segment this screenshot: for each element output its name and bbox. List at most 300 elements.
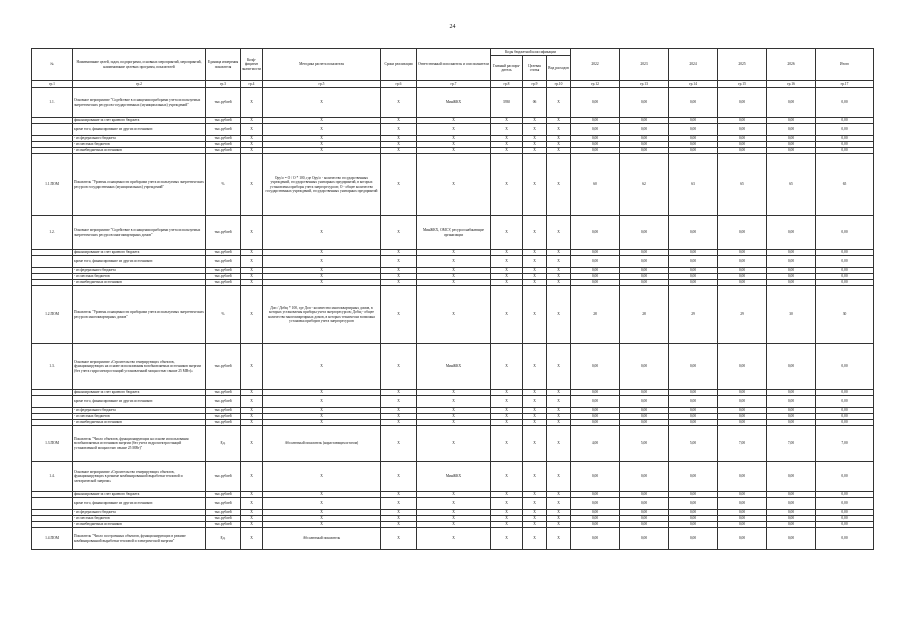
- row-2026-cell: 0,00: [767, 510, 816, 516]
- row-coef-cell: X: [241, 274, 263, 280]
- row-unit-cell: %: [206, 286, 241, 344]
- row-2025-cell: 0,00: [718, 280, 767, 286]
- row-2022-cell: 0,00: [571, 390, 620, 396]
- row-2023-cell: 0,00: [620, 250, 669, 256]
- row-num-cell: 1.4.: [32, 462, 73, 492]
- row-2024-cell: 29: [669, 286, 718, 344]
- row-coef-cell: X: [241, 256, 263, 268]
- row-term-cell: X: [381, 414, 417, 420]
- row-2024-cell: 0,00: [669, 344, 718, 390]
- row-2022-cell: 0,00: [571, 528, 620, 550]
- row-term-cell: X: [381, 396, 417, 408]
- row-num-cell: 1.3.ПОМ: [32, 426, 73, 462]
- row-method-cell: Доп / Добщ * 100, где Доп - количество многоквартирных домов, в которых установлены приборы учета энергоресурсов; Добщ - общее количество многоквартирных домов, в которых технически возможна установка приборов учета энергоресурсов: [263, 286, 381, 344]
- row-name-cell: финансирование за счет краевого бюджета: [73, 492, 206, 498]
- row-expense-type-cell: X: [547, 516, 571, 522]
- column-number: гр.7: [417, 81, 491, 88]
- row-grbs-cell: X: [491, 118, 523, 124]
- row-grbs-cell: X: [491, 344, 523, 390]
- row-expense-type-cell: X: [547, 256, 571, 268]
- row-total-cell: 65: [816, 154, 874, 216]
- row-total-cell: 0,00: [816, 510, 874, 516]
- row-method-cell: X: [263, 136, 381, 142]
- row-responsible-cell: X: [417, 124, 491, 136]
- row-2026-cell: 0,00: [767, 280, 816, 286]
- row-unit-cell: тыс.рублей: [206, 256, 241, 268]
- table-header: [32, 49, 874, 88]
- row-2025-cell: 0,00: [718, 88, 767, 118]
- row-name-cell: - из внебюджетных источников: [73, 522, 206, 528]
- row-2026-cell: 0,00: [767, 124, 816, 136]
- table-row: [32, 498, 874, 510]
- row-2026-cell: 0,00: [767, 492, 816, 498]
- row-target-article-cell: X: [523, 250, 547, 256]
- row-target-article-cell: X: [523, 516, 547, 522]
- row-2023-cell: 0,00: [620, 136, 669, 142]
- row-num-cell: [32, 124, 73, 136]
- row-total-cell: 0,00: [816, 528, 874, 550]
- row-target-article-cell: X: [523, 124, 547, 136]
- row-expense-type-cell: X: [547, 118, 571, 124]
- row-target-article-cell: X: [523, 148, 547, 154]
- row-coef-cell: X: [241, 516, 263, 522]
- header-2023: 2023: [620, 49, 669, 81]
- row-responsible-cell: X: [417, 420, 491, 426]
- row-responsible-cell: X: [417, 510, 491, 516]
- row-2022-cell: 0,00: [571, 344, 620, 390]
- row-2022-cell: 4,00: [571, 426, 620, 462]
- row-responsible-cell: X: [417, 274, 491, 280]
- row-term-cell: X: [381, 216, 417, 250]
- row-2025-cell: 0,00: [718, 124, 767, 136]
- row-2022-cell: 0,00: [571, 216, 620, 250]
- row-2023-cell: 0,00: [620, 396, 669, 408]
- row-2025-cell: 0,00: [718, 344, 767, 390]
- row-2025-cell: 0,00: [718, 250, 767, 256]
- row-target-article-cell: X: [523, 462, 547, 492]
- row-method-cell: X: [263, 414, 381, 420]
- row-target-article-cell: X: [523, 280, 547, 286]
- column-number: гр.10: [547, 81, 571, 88]
- row-2023-cell: 62: [620, 154, 669, 216]
- row-coef-cell: X: [241, 408, 263, 414]
- row-coef-cell: X: [241, 426, 263, 462]
- row-unit-cell: тыс.рублей: [206, 462, 241, 492]
- header-2022: 2022: [571, 49, 620, 81]
- row-responsible-cell: X: [417, 118, 491, 124]
- row-coef-cell: X: [241, 118, 263, 124]
- row-grbs-cell: X: [491, 148, 523, 154]
- row-unit-cell: тыс.рублей: [206, 522, 241, 528]
- row-expense-type-cell: X: [547, 88, 571, 118]
- row-term-cell: X: [381, 124, 417, 136]
- row-2022-cell: 0,00: [571, 420, 620, 426]
- row-2025-cell: 0,00: [718, 118, 767, 124]
- row-2022-cell: 0,00: [571, 250, 620, 256]
- row-responsible-cell: МинЖКХ: [417, 462, 491, 492]
- row-2024-cell: 0,00: [669, 216, 718, 250]
- row-2023-cell: 0,00: [620, 522, 669, 528]
- row-2025-cell: 0,00: [718, 408, 767, 414]
- row-method-cell: Абсолютный показатель: [263, 528, 381, 550]
- row-term-cell: X: [381, 256, 417, 268]
- header-2026: 2026: [767, 49, 816, 81]
- row-unit-cell: тыс.рублей: [206, 148, 241, 154]
- row-target-article-cell: X: [523, 390, 547, 396]
- row-2026-cell: 0,00: [767, 414, 816, 420]
- row-name-cell: Основное мероприятие "Содействие в оснащении приборами учета используемых энергетических ресурсов государственных (муниципальных) учреждений": [73, 88, 206, 118]
- row-2025-cell: 0,00: [718, 390, 767, 396]
- row-2022-cell: 0,00: [571, 274, 620, 280]
- row-2024-cell: 0,00: [669, 498, 718, 510]
- row-coef-cell: X: [241, 250, 263, 256]
- row-method-cell: X: [263, 492, 381, 498]
- row-expense-type-cell: X: [547, 426, 571, 462]
- row-total-cell: 7,00: [816, 426, 874, 462]
- row-name-cell: - из местных бюджетов: [73, 414, 206, 420]
- row-unit-cell: тыс.рублей: [206, 124, 241, 136]
- row-2023-cell: 0,00: [620, 280, 669, 286]
- row-2022-cell: 0,00: [571, 88, 620, 118]
- row-target-article-cell: X: [523, 274, 547, 280]
- row-total-cell: 0,00: [816, 396, 874, 408]
- row-expense-type-cell: X: [547, 136, 571, 142]
- row-2022-cell: 0,00: [571, 510, 620, 516]
- row-method-cell: X: [263, 216, 381, 250]
- row-term-cell: X: [381, 408, 417, 414]
- row-coef-cell: X: [241, 124, 263, 136]
- row-total-cell: 0,00: [816, 420, 874, 426]
- header-unit: Единица измерения показателя: [206, 49, 241, 81]
- row-2022-cell: 0,00: [571, 516, 620, 522]
- row-responsible-cell: X: [417, 268, 491, 274]
- row-name-cell: - из местных бюджетов: [73, 142, 206, 148]
- row-term-cell: X: [381, 462, 417, 492]
- row-2025-cell: 0,00: [718, 462, 767, 492]
- row-method-cell: X: [263, 148, 381, 154]
- table-row: [32, 154, 874, 216]
- row-term-cell: X: [381, 274, 417, 280]
- row-grbs-cell: X: [491, 274, 523, 280]
- row-2026-cell: 0,00: [767, 408, 816, 414]
- row-term-cell: X: [381, 268, 417, 274]
- row-grbs-cell: X: [491, 516, 523, 522]
- row-grbs-cell: X: [491, 462, 523, 492]
- header-num: №: [32, 49, 73, 81]
- row-2026-cell: 0,00: [767, 88, 816, 118]
- row-target-article-cell: X: [523, 142, 547, 148]
- row-target-article-cell: X: [523, 414, 547, 420]
- row-total-cell: 0,00: [816, 516, 874, 522]
- row-2024-cell: 0,00: [669, 396, 718, 408]
- table-row: [32, 124, 874, 136]
- row-target-article-cell: X: [523, 510, 547, 516]
- row-responsible-cell: X: [417, 280, 491, 286]
- row-2024-cell: 0,00: [669, 516, 718, 522]
- row-total-cell: 0,00: [816, 414, 874, 420]
- row-grbs-cell: X: [491, 256, 523, 268]
- column-number: гр.14: [669, 81, 718, 88]
- row-name-cell: кроме того, финансирование из других источников:: [73, 124, 206, 136]
- row-unit-cell: тыс.рублей: [206, 516, 241, 522]
- row-term-cell: X: [381, 510, 417, 516]
- row-total-cell: 0,00: [816, 250, 874, 256]
- row-name-cell: финансирование за счет краевого бюджета: [73, 118, 206, 124]
- row-num-cell: [32, 498, 73, 510]
- row-2024-cell: 0,00: [669, 414, 718, 420]
- row-total-cell: 0,00: [816, 408, 874, 414]
- row-name-cell: - из федерального бюджета: [73, 408, 206, 414]
- row-2024-cell: 0,00: [669, 510, 718, 516]
- row-name-cell: - из местных бюджетов: [73, 274, 206, 280]
- row-name-cell: - из федерального бюджета: [73, 268, 206, 274]
- row-num-cell: 1.2.ПОМ: [32, 286, 73, 344]
- row-method-cell: X: [263, 88, 381, 118]
- header-name: Наименование целей, задач, подпрограмм, основных мероприятий, мероприятий, наименование целевых программ, показателей: [73, 49, 206, 81]
- table-row: [32, 344, 874, 390]
- row-coef-cell: X: [241, 414, 263, 420]
- row-target-article-cell: X: [523, 528, 547, 550]
- row-grbs-cell: X: [491, 390, 523, 396]
- row-2023-cell: 28: [620, 286, 669, 344]
- row-2026-cell: 0,00: [767, 420, 816, 426]
- row-total-cell: 0,00: [816, 280, 874, 286]
- row-num-cell: 1.2.: [32, 216, 73, 250]
- row-target-article-cell: 06: [523, 88, 547, 118]
- row-expense-type-cell: X: [547, 498, 571, 510]
- row-2022-cell: 0,00: [571, 124, 620, 136]
- row-grbs-cell: X: [491, 280, 523, 286]
- row-expense-type-cell: X: [547, 414, 571, 420]
- row-unit-cell: тыс.рублей: [206, 250, 241, 256]
- row-2026-cell: 0,00: [767, 462, 816, 492]
- row-term-cell: X: [381, 154, 417, 216]
- row-expense-type-cell: X: [547, 390, 571, 396]
- row-2024-cell: 0,00: [669, 528, 718, 550]
- header-total: Итого: [816, 49, 874, 81]
- row-2026-cell: 0,00: [767, 274, 816, 280]
- row-2022-cell: 0,00: [571, 118, 620, 124]
- row-grbs-cell: X: [491, 522, 523, 528]
- row-name-cell: Показатель "Число объектов, функционирующих на основе использования возобновляемых источников энергии (без учета гидроэлектростанций установленной мощностью свыше 25 МВт)": [73, 426, 206, 462]
- row-2025-cell: 29: [718, 286, 767, 344]
- row-expense-type-cell: X: [547, 344, 571, 390]
- row-2022-cell: 0,00: [571, 280, 620, 286]
- row-2023-cell: 0,00: [620, 408, 669, 414]
- row-responsible-cell: X: [417, 390, 491, 396]
- row-term-cell: X: [381, 390, 417, 396]
- row-2023-cell: 0,00: [620, 390, 669, 396]
- row-name-cell: Показатель "Уровень оснащенности приборами учета используемых энергетических ресурсов многоквартирных домов": [73, 286, 206, 344]
- row-responsible-cell: X: [417, 136, 491, 142]
- row-method-cell: X: [263, 396, 381, 408]
- row-responsible-cell: МинЖКХ: [417, 344, 491, 390]
- row-responsible-cell: МинЖКХ, ОМСУ, ресурсоснабжающие организации: [417, 216, 491, 250]
- header-term: Сроки реализации: [381, 49, 417, 81]
- row-total-cell: 0,00: [816, 88, 874, 118]
- row-term-cell: X: [381, 528, 417, 550]
- row-expense-type-cell: X: [547, 124, 571, 136]
- row-name-cell: - из федерального бюджета: [73, 136, 206, 142]
- row-unit-cell: Ед.: [206, 426, 241, 462]
- row-target-article-cell: X: [523, 256, 547, 268]
- row-target-article-cell: X: [523, 426, 547, 462]
- row-term-cell: X: [381, 498, 417, 510]
- row-unit-cell: тыс.рублей: [206, 280, 241, 286]
- row-2026-cell: 0,00: [767, 256, 816, 268]
- row-2023-cell: 0,00: [620, 462, 669, 492]
- row-target-article-cell: X: [523, 216, 547, 250]
- row-2023-cell: 0,00: [620, 268, 669, 274]
- row-2023-cell: 0,00: [620, 528, 669, 550]
- row-expense-type-cell: X: [547, 250, 571, 256]
- row-coef-cell: X: [241, 492, 263, 498]
- column-number: гр.13: [620, 81, 669, 88]
- row-2024-cell: 63: [669, 154, 718, 216]
- row-2026-cell: 0,00: [767, 148, 816, 154]
- row-2026-cell: 0,00: [767, 118, 816, 124]
- column-number: гр.2: [73, 81, 206, 88]
- row-responsible-cell: X: [417, 426, 491, 462]
- row-term-cell: X: [381, 344, 417, 390]
- row-2025-cell: 7,00: [718, 426, 767, 462]
- row-coef-cell: X: [241, 344, 263, 390]
- column-number: гр.6: [381, 81, 417, 88]
- row-unit-cell: тыс.рублей: [206, 390, 241, 396]
- row-unit-cell: тыс.рублей: [206, 498, 241, 510]
- row-2022-cell: 60: [571, 154, 620, 216]
- row-method-cell: X: [263, 280, 381, 286]
- row-2023-cell: 0,00: [620, 420, 669, 426]
- row-2022-cell: 0,00: [571, 148, 620, 154]
- row-2024-cell: 0,00: [669, 462, 718, 492]
- row-2024-cell: 0,00: [669, 420, 718, 426]
- column-number: гр.3: [206, 81, 241, 88]
- row-2023-cell: 0,00: [620, 148, 669, 154]
- column-number: гр.16: [767, 81, 816, 88]
- row-method-cell: X: [263, 516, 381, 522]
- row-2022-cell: 0,00: [571, 498, 620, 510]
- row-term-cell: X: [381, 250, 417, 256]
- table-row: [32, 286, 874, 344]
- row-grbs-cell: X: [491, 142, 523, 148]
- row-name-cell: Основное мероприятие "Содействие в оснащении приборами учета используемых энергетических ресурсов многоквартирных домов": [73, 216, 206, 250]
- row-num-cell: 1.3.: [32, 344, 73, 390]
- row-grbs-cell: X: [491, 124, 523, 136]
- row-name-cell: - из местных бюджетов: [73, 516, 206, 522]
- row-term-cell: X: [381, 286, 417, 344]
- table-row: [32, 88, 874, 118]
- row-coef-cell: X: [241, 498, 263, 510]
- row-expense-type-cell: X: [547, 408, 571, 414]
- row-total-cell: 0,00: [816, 492, 874, 498]
- row-unit-cell: тыс.рублей: [206, 274, 241, 280]
- row-grbs-cell: X: [491, 414, 523, 420]
- row-2025-cell: 0,00: [718, 142, 767, 148]
- table-row: [32, 256, 874, 268]
- row-grbs-cell: X: [491, 396, 523, 408]
- row-grbs-cell: X: [491, 528, 523, 550]
- row-2022-cell: 0,00: [571, 522, 620, 528]
- row-2025-cell: 0,00: [718, 136, 767, 142]
- table-body: [32, 88, 874, 550]
- row-2024-cell: 0,00: [669, 268, 718, 274]
- row-2024-cell: 0,00: [669, 408, 718, 414]
- row-method-cell: X: [263, 408, 381, 414]
- row-responsible-cell: X: [417, 396, 491, 408]
- row-2025-cell: 0,00: [718, 516, 767, 522]
- row-responsible-cell: X: [417, 286, 491, 344]
- row-unit-cell: тыс.рублей: [206, 510, 241, 516]
- row-2023-cell: 0,00: [620, 118, 669, 124]
- row-method-cell: X: [263, 390, 381, 396]
- row-2026-cell: 0,00: [767, 498, 816, 510]
- row-responsible-cell: X: [417, 154, 491, 216]
- row-unit-cell: Ед.: [206, 528, 241, 550]
- row-2026-cell: 0,00: [767, 522, 816, 528]
- row-unit-cell: тыс.рублей: [206, 414, 241, 420]
- row-2023-cell: 0,00: [620, 516, 669, 522]
- row-2026-cell: 0,00: [767, 268, 816, 274]
- row-2025-cell: 0,00: [718, 522, 767, 528]
- column-number: гр.9: [523, 81, 547, 88]
- row-coef-cell: X: [241, 88, 263, 118]
- row-total-cell: 0,00: [816, 124, 874, 136]
- row-2025-cell: 0,00: [718, 274, 767, 280]
- header-method: Методика расчета показателя: [263, 49, 381, 81]
- row-target-article-cell: X: [523, 396, 547, 408]
- row-unit-cell: тыс.рублей: [206, 88, 241, 118]
- row-expense-type-cell: X: [547, 522, 571, 528]
- row-unit-cell: тыс.рублей: [206, 118, 241, 124]
- row-total-cell: 0,00: [816, 256, 874, 268]
- program-budget-table: [31, 48, 874, 550]
- row-coef-cell: X: [241, 280, 263, 286]
- row-coef-cell: X: [241, 510, 263, 516]
- row-2023-cell: 0,00: [620, 142, 669, 148]
- row-total-cell: 0,00: [816, 142, 874, 148]
- row-2025-cell: 0,00: [718, 148, 767, 154]
- column-number: гр.15: [718, 81, 767, 88]
- row-2024-cell: 0,00: [669, 274, 718, 280]
- row-responsible-cell: X: [417, 498, 491, 510]
- row-grbs-cell: X: [491, 426, 523, 462]
- row-expense-type-cell: X: [547, 420, 571, 426]
- row-unit-cell: %: [206, 154, 241, 216]
- row-total-cell: 0,00: [816, 522, 874, 528]
- row-2022-cell: 0,00: [571, 396, 620, 408]
- row-name-cell: финансирование за счет краевого бюджета: [73, 390, 206, 396]
- row-grbs-cell: X: [491, 268, 523, 274]
- row-target-article-cell: X: [523, 268, 547, 274]
- row-coef-cell: X: [241, 522, 263, 528]
- header-coef: Коэф-фициент значи-мости: [241, 49, 263, 81]
- row-term-cell: X: [381, 88, 417, 118]
- row-term-cell: X: [381, 492, 417, 498]
- row-grbs-cell: X: [491, 216, 523, 250]
- column-number: гр.4: [241, 81, 263, 88]
- row-name-cell: - из внебюджетных источников: [73, 148, 206, 154]
- row-2024-cell: 0,00: [669, 522, 718, 528]
- table-row: [32, 216, 874, 250]
- row-total-cell: 0,00: [816, 274, 874, 280]
- row-2026-cell: 0,00: [767, 396, 816, 408]
- row-responsible-cell: X: [417, 408, 491, 414]
- row-method-cell: X: [263, 124, 381, 136]
- header-budget-codes: Коды бюджетной классификации: [491, 49, 571, 56]
- row-target-article-cell: X: [523, 118, 547, 124]
- column-number: гр.5: [263, 81, 381, 88]
